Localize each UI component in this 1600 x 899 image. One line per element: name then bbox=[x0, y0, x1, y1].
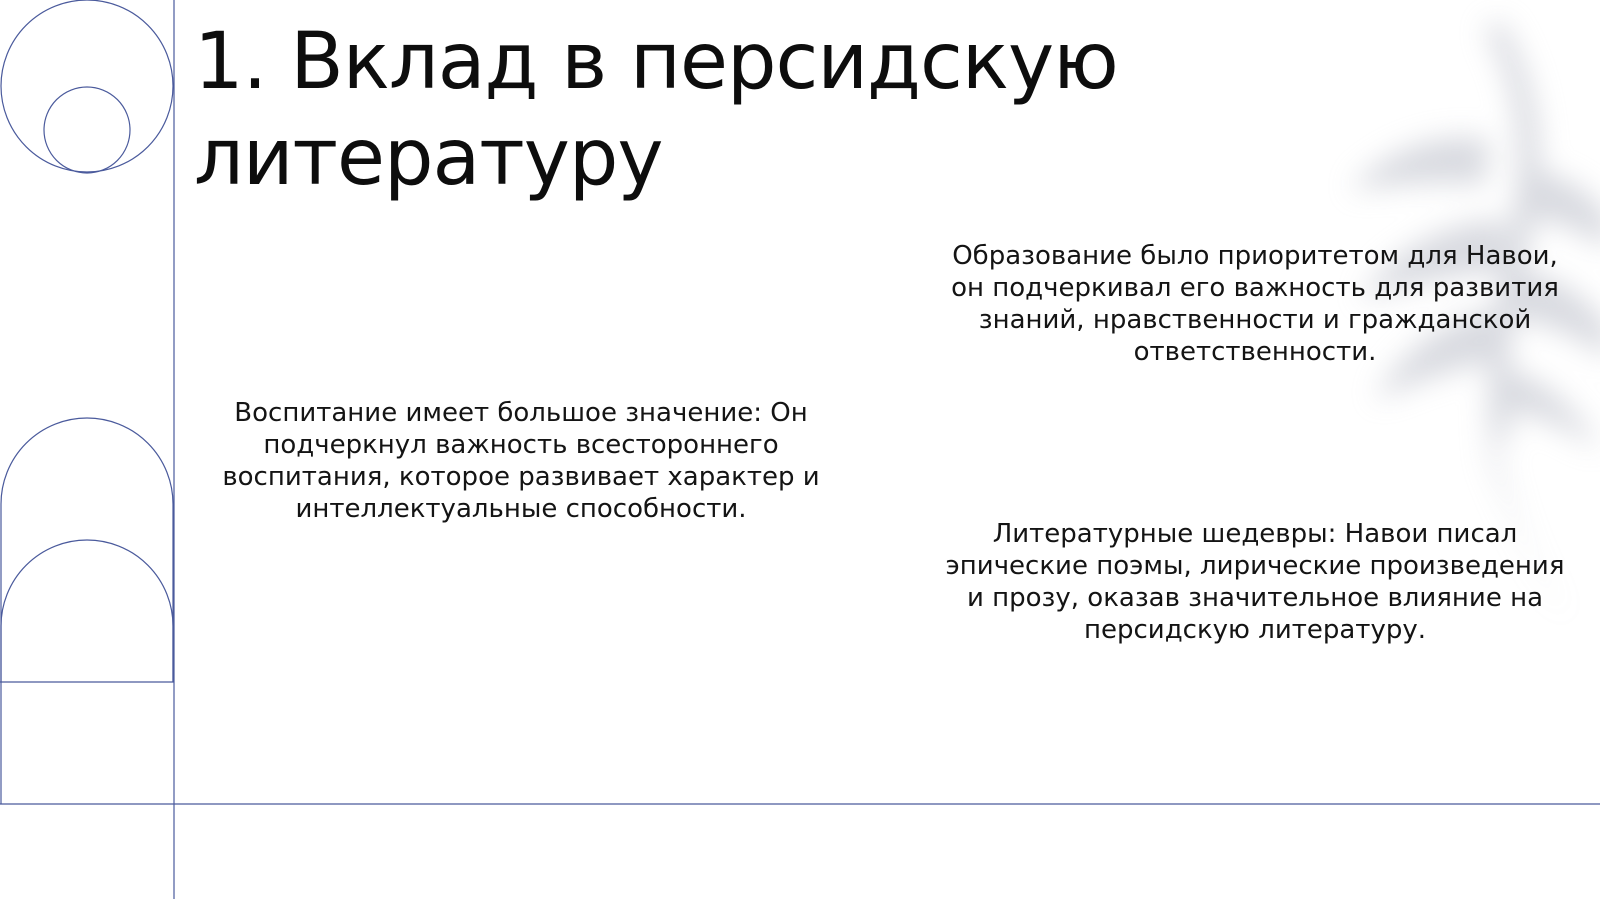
text-block-upbringing: Воспитание имеет большое значение: Он подчеркнул важность всестороннего воспитания, которое развивает характер и интеллектуальные способности. bbox=[222, 398, 820, 524]
text-block-literary-masterpieces: Литературные шедевры: Навои писал эпические поэмы, лирические произведения и прозу, оказав значительное влияние на персидскую литературу. bbox=[945, 519, 1565, 645]
small-circle-shape bbox=[44, 87, 130, 173]
slide-title: 1. Вклад в персидскую литературу bbox=[194, 17, 1118, 203]
upper-arch-shape bbox=[1, 418, 173, 804]
lower-arch-shape bbox=[1, 540, 173, 682]
large-circle-shape bbox=[1, 0, 173, 172]
text-block-education: Образование было приоритетом для Навои, он подчеркивал его важность для развития знаний, нравственности и гражданской ответственности. bbox=[951, 241, 1559, 367]
